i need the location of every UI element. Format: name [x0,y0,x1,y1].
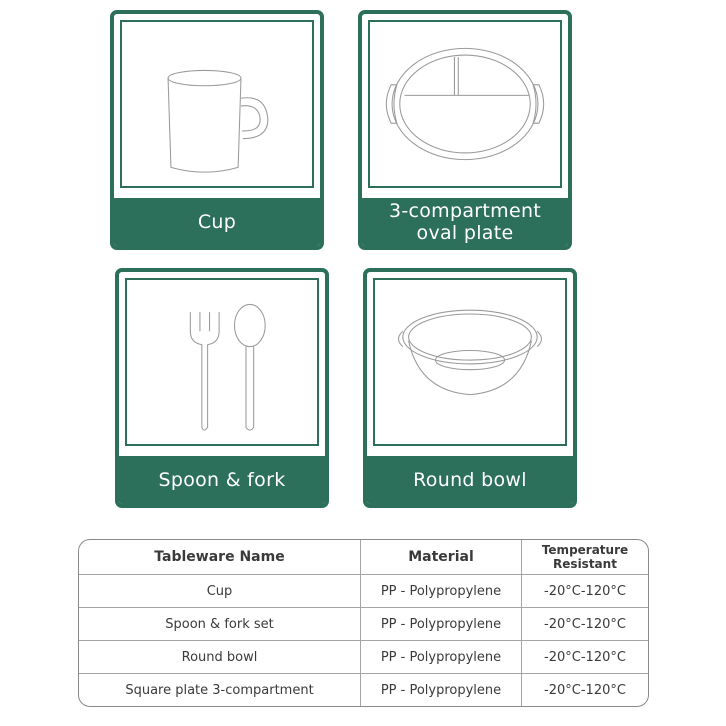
round-bowl-icon [375,280,565,444]
oval-plate-card [358,10,572,250]
oval-plate-image-frame [368,20,562,188]
table-row [79,575,648,608]
cup-label: Cup [114,198,320,246]
oval-plate-icon [370,22,560,186]
table-cell: -20°C-120°C [544,682,626,698]
table-cell: -20°C-120°C [522,575,649,608]
table-row [79,674,648,707]
oval-plate-label: 3-compartment oval plate [362,198,568,246]
table-cell: -20°C-120°C [522,608,649,641]
spoon-fork-image-frame [125,278,319,446]
table-cell: PP - Polypropylene [361,608,522,641]
column-header-name: Tableware Name [79,540,361,575]
table-cell: Round bowl [79,641,361,674]
spoon-fork-label: Spoon & fork [119,456,325,504]
spec-table [78,539,649,707]
table-cell: PP - Polypropylene [361,641,522,674]
table-cell: PP - Polypropylene [361,575,522,608]
spoon-fork-card [115,268,329,508]
table-row [79,608,648,641]
table-header-row [79,540,648,575]
round-bowl-label: Round bowl [367,456,573,504]
table-cell: PP - Polypropylene [361,674,522,707]
round-bowl-card [363,268,577,508]
table-cell: Cup [79,575,361,608]
table-cell: Square plate 3-compartment [79,674,361,707]
column-header-temperature: Temperature Resistant [522,540,649,575]
cup-image-frame [120,20,314,188]
cup-card [110,10,324,250]
table-row [79,641,648,674]
spoon-fork-icon [127,280,317,444]
table-cell: -20°C-120°C [522,641,649,674]
cup-icon [122,22,312,186]
column-header-material: Material [361,540,522,575]
table-cell: Spoon & fork set [79,608,361,641]
round-bowl-image-frame [373,278,567,446]
